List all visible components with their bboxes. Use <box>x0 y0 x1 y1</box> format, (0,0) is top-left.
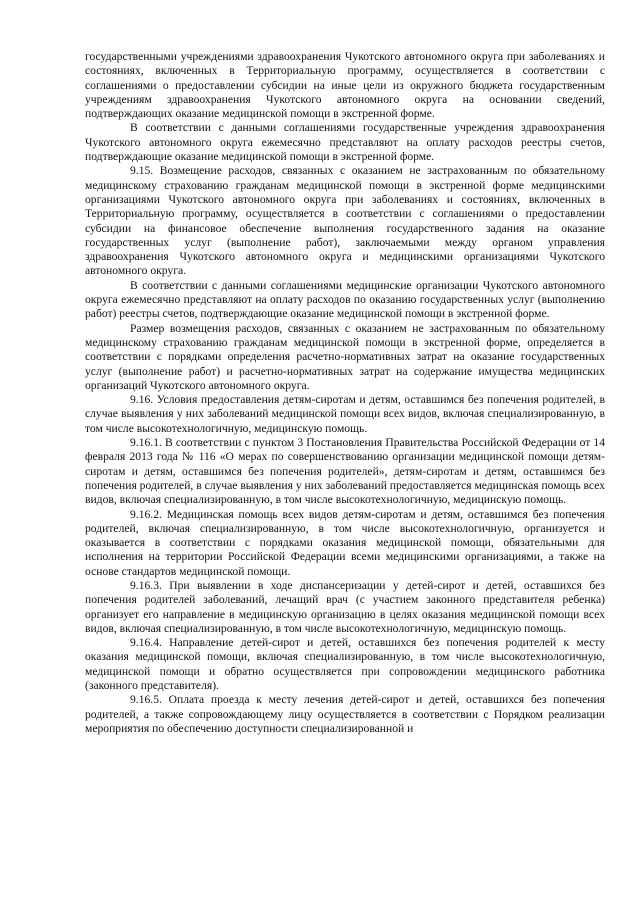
paragraph-section-9-16-1: 9.16.1. В соответствии с пунктом 3 Постановления Правительства Российской Федерации от 14 февраля 2013 года № 116 «О мерах по совершенствованию организации медицинской помощи детям-сиротам и детям, оставшимся без попечения родителей», детям-сиротам и детям, оставшимся без попечения родителей, в случае выявления у них заболеваний предоставляется медицинская помощь всех видов, включая специализированную, в том числе высокотехнологичную, медицинскую помощь. <box>85 436 605 507</box>
paragraph: В соответствии с данными соглашениями государственные учреждения здравоохранения Чукотского автономного округа ежемесячно представляют на оплату расходов реестры счетов, подтверждающие оказание медицинской помощи в экстренной форме. <box>85 121 605 164</box>
paragraph-section-9-15: 9.15. Возмещение расходов, связанных с оказанием не застрахованным по обязательному медицинскому страхованию гражданам медицинской помощи в экстренной форме медицинскими организациями Чукотского автономного округа при заболеваниях и состояниях, включенных в Территориальную программу, осуществляется в соответствии с соглашениями о предоставлении субсидии на финансовое обеспечение выполнения государственного задания на оказание государственных услуг (выполнение работ), заключаемыми между органом управления здравоохранения Чукотского автономного округа и медицинскими организациями Чукотского автономного округа. <box>85 164 605 278</box>
paragraph-section-9-16-4: 9.16.4. Направление детей-сирот и детей, оставшихся без попечения родителей к месту оказания медицинской помощи, включая специализированную, в том числе высокотехнологичную, медицинской помощи и обратно осуществляется при сопровождении медицинского работника (законного представителя). <box>85 636 605 693</box>
paragraph-section-9-16-2: 9.16.2. Медицинская помощь всех видов детям-сиротам и детям, оставшимся без попечения родителей, включая специализированную, в том числе высокотехнологичную, организуется и оказывается в соответствии с порядками оказания медицинской помощи, обязательными для исполнения на территории Российской Федерации всеми медицинскими организациями, а также на основе стандартов медицинской помощи. <box>85 507 605 578</box>
paragraph: В соответствии с данными соглашениями медицинские организации Чукотского автономного округа ежемесячно представляют на оплату расходов по оказанию государственных услуг (выполнению работ) реестры счетов, подтверждающие оказание медицинской помощи в экстренной форме. <box>85 278 605 321</box>
document-page <box>85 50 605 736</box>
paragraph-section-9-16: 9.16. Условия предоставления детям-сиротам и детям, оставшимся без попечения родителей, в случае выявления у них заболеваний медицинской помощи всех видов, включая специализированную, в том числе высокотехнологичную, медицинскую помощь. <box>85 393 605 435</box>
paragraph: Размер возмещения расходов, связанных с оказанием не застрахованным по обязательному медицинскому страхованию гражданам медицинской помощи в экстренной форме, определяется в соответствии с порядками определения расчетно-нормативных затрат на оказание государственных услуг (выполнение работ) и расчетно-нормативных затрат на содержание имущества медицинских организаций Чукотского автономного округа. <box>85 321 605 392</box>
paragraph-section-9-16-5: 9.16.5. Оплата проезда к месту лечения детей-сирот и детей, оставшихся без попечения родителей, а также сопровождающему лицу осуществляется в соответствии с Порядком реализации мероприятия по обеспечению доступности специализированной и <box>85 693 605 735</box>
paragraph-section-9-16-3: 9.16.3. При выявлении в ходе диспансеризации у детей-сирот и детей, оставшихся без попечения родителей заболеваний, лечащий врач (с участием законного представителя ребенка) организует его направление в медицинскую организацию в целях оказания медицинской помощи всех видов, включая специализированную, в том числе высокотехнологичную, медицинскую помощь. <box>85 578 605 635</box>
paragraph: государственными учреждениями здравоохранения Чукотского автономного округа при заболеваниях и состояниях, включенных в Территориальную программу, осуществляется в соответствии с соглашениями о предоставлении субсидии на иные цели из окружного бюджета государственным учреждениям здравоохранения Чукотского автономного округа на основании сведений, подтверждающих оказание медицинской помощи в экстренной форме. <box>85 50 605 121</box>
